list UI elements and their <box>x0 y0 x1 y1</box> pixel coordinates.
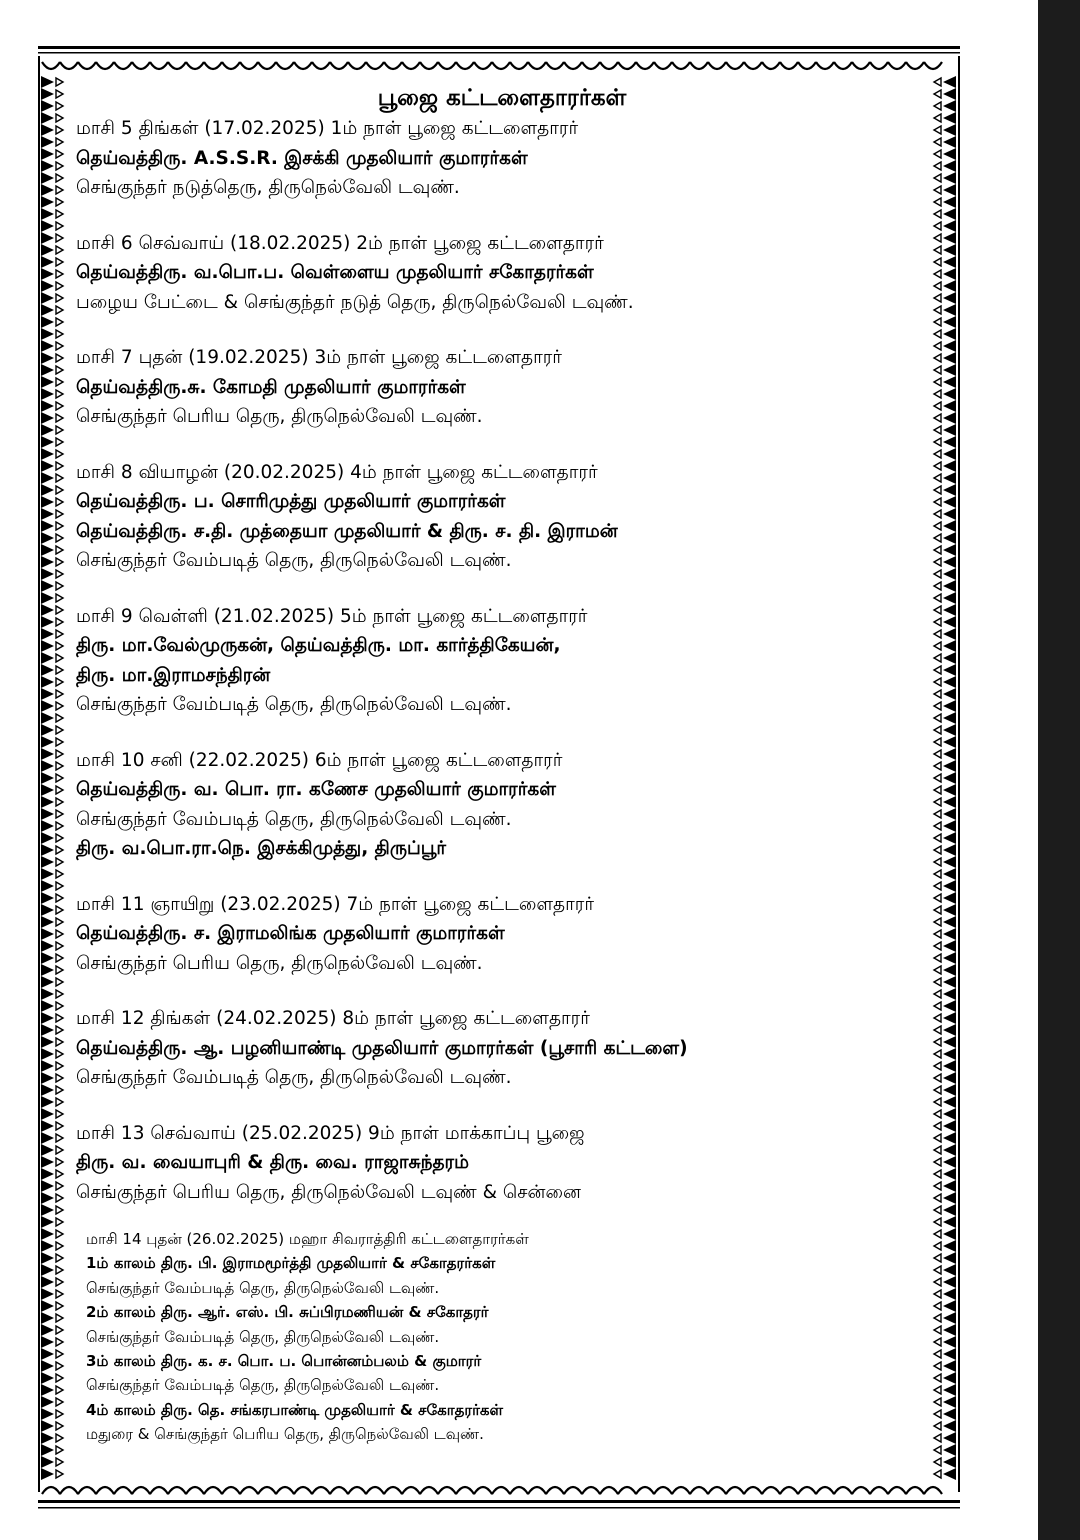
address-line: செங்குந்தர் வேம்படித் தெரு, திருநெல்வேலி டவுண். <box>86 1278 440 1297</box>
entry-block <box>76 343 928 432</box>
entry-date-line: மாசி 13 செவ்வாய் (25.02.2025) 9ம் நாள் மாக்காப்பு பூஜை <box>76 1122 585 1144</box>
entry-date-line: மாசி 14 புதன் (26.02.2025) மஹா சிவராத்திரி கட்டளைதாரர்கள் <box>86 1230 529 1248</box>
donor-name-line: திரு. மா.இராமசந்திரன் <box>76 664 271 686</box>
donor-name-line: தெய்வத்திரு. வ.பொ.ப. வெள்ளைய முதலியார் சகோதரர்கள் <box>76 262 594 283</box>
donor-name-line: 2ம் காலம் திரு. ஆர். எஸ். பி. சுப்பிரமணியன் & சகோதரர் <box>86 1303 489 1322</box>
donor-name-line: தெய்வத்திரு. ச. இராமலிங்க முதலியார் குமாரர்கள் <box>76 923 505 944</box>
address-line: செங்குந்தர் பெரிய தெரு, திருநெல்வேலி டவுண் & சென்னை <box>76 1181 581 1203</box>
donor-name-line: திரு. வ. வையாபுரி & திரு. வை. ராஜாசுந்தரம் <box>76 1152 469 1173</box>
address-line: செங்குந்தர் வேம்படித் தெரு, திருநெல்வேலி டவுண். <box>76 808 512 830</box>
entry-block <box>76 1004 928 1093</box>
entries-list <box>76 114 928 1207</box>
page-title: பூஜை கட்டளைதாரர்கள் <box>377 85 627 111</box>
address-line: செங்குந்தர் வேம்படித் தெரு, திருநெல்வேலி டவுண். <box>76 694 512 715</box>
entry-date-line: மாசி 10 சனி (22.02.2025) 6ம் நாள் பூஜை கட்டளைதாரர் <box>76 749 563 771</box>
donor-name-line: திரு. வ.பொ.ரா.நெ. இசக்கிமுத்து, திருப்பூர் <box>76 838 447 859</box>
entry-date-line: மாசி 8 வியாழன் (20.02.2025) 4ம் நாள் பூஜை கட்டளைதாரர் <box>76 461 598 483</box>
donor-name-line: 4ம் காலம் திரு. தெ. சங்கரபாண்டி முதலியார் & சகோதரர்கள் <box>86 1400 504 1419</box>
donor-name-line: திரு. மா.வேல்முருகன், தெய்வத்திரு. மா. கார்த்திகேயன், <box>76 635 561 656</box>
entry-date-line: மாசி 11 ஞாயிறு (23.02.2025) 7ம் நாள் பூஜை கட்டளைதாரர் <box>76 893 594 915</box>
donor-name-line: தெய்வத்திரு. ச.தி. முத்தையா முதலியார் & திரு. ச. தி. இராமன் <box>76 520 618 542</box>
address-line: செங்குந்தர் வேம்படித் தெரு, திருநெல்வேலி டவுண். <box>76 1067 512 1088</box>
entry-block <box>76 890 928 979</box>
viewer-scroll-strip <box>1038 0 1080 1540</box>
address-line: செங்குந்தர் வேம்படித் தெரு, திருநெல்வேலி டவுண். <box>86 1376 440 1395</box>
address-line: செங்குந்தர் பெரிய தெரு, திருநெல்வேலி டவுண். <box>76 406 483 427</box>
entry-block <box>76 1119 928 1208</box>
document-body <box>76 82 928 1480</box>
donor-name-line: தெய்வத்திரு. ஆ. பழனியாண்டி முதலியார் குமாரர்கள் (பூசாரி கட்டளை) <box>76 1037 688 1059</box>
entry-block <box>76 602 928 720</box>
entry-date-line: மாசி 9 வெள்ளி (21.02.2025) 5ம் நாள் பூஜை கட்டளைதாரர் <box>76 605 588 627</box>
entry-date-line: மாசி 5 திங்கள் (17.02.2025) 1ம் நாள் பூஜை கட்டளைதாரர் <box>76 118 579 139</box>
donor-name-line: 1ம் காலம் திரு. பி. இராமமூர்த்தி முதலியார் & சகோதரர்கள் <box>86 1254 496 1273</box>
donor-name-line: தெய்வத்திரு. வ. பொ. ரா. கணேச முதலியார் குமாரர்கள் <box>76 779 556 800</box>
address-line: செங்குந்தர் நடுத்தெரு, திருநெல்வேலி டவுண். <box>76 177 460 198</box>
entry-block <box>76 458 928 576</box>
entry-block <box>76 114 928 203</box>
donor-name-line: 3ம் காலம் திரு. க. ச. பொ. ப. பொன்னம்பலம் & குமாரர் <box>86 1352 482 1371</box>
address-line: மதுரை & செங்குந்தர் பெரிய தெரு, திருநெல்வேலி டவுண். <box>86 1425 484 1444</box>
final-entry <box>76 1227 928 1447</box>
entry-date-line: மாசி 7 புதன் (19.02.2025) 3ம் நாள் பூஜை கட்டளைதாரர் <box>76 347 562 368</box>
entry-date-line: மாசி 12 திங்கள் (24.02.2025) 8ம் நாள் பூஜை கட்டளைதாரர் <box>76 1008 590 1029</box>
donor-name-line: தெய்வத்திரு. ப. சொரிமுத்து முதலியார் குமாரர்கள் <box>76 491 506 512</box>
donor-name-line: தெய்வத்திரு. A.S.S.R. இசக்கி முதலியார் குமாரர்கள் <box>76 147 528 169</box>
entry-date-line: மாசி 6 செவ்வாய் (18.02.2025) 2ம் நாள் பூஜை கட்டளைதாரர் <box>76 232 604 254</box>
entry-block <box>76 746 928 864</box>
donor-name-line: தெய்வத்திரு.சு. கோமதி முதலியார் குமாரர்கள் <box>76 376 466 398</box>
address-line: செங்குந்தர் பெரிய தெரு, திருநெல்வேலி டவுண். <box>76 952 483 974</box>
address-line: செங்குந்தர் வேம்படித் தெரு, திருநெல்வேலி டவுண். <box>86 1327 440 1346</box>
address-line: செங்குந்தர் வேம்படித் தெரு, திருநெல்வேலி டவுண். <box>76 550 512 571</box>
entry-block <box>76 229 928 318</box>
address-line: பழைய பேட்டை & செங்குந்தர் நடுத் தெரு, திருநெல்வேலி டவுண். <box>76 291 634 313</box>
